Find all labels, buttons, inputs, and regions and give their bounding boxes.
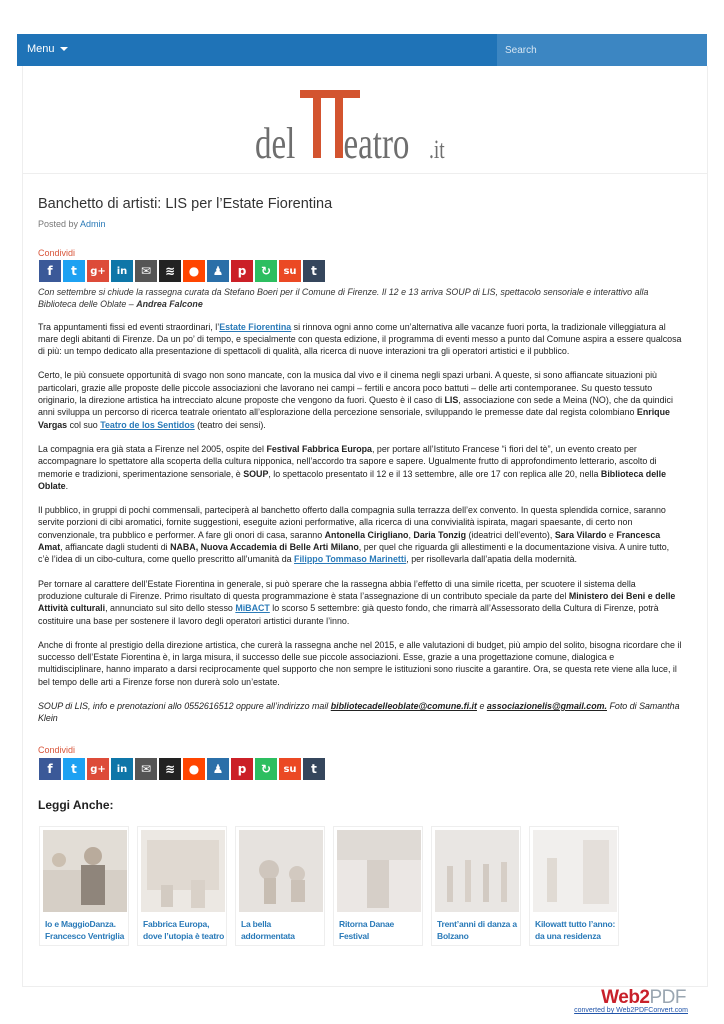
reddit-share-button[interactable]	[183, 260, 205, 282]
email-icon: ✉	[140, 264, 152, 278]
p2-name: Enrique Vargas	[38, 407, 670, 430]
p3-festival: Festival Fabbrica Europa	[266, 443, 372, 454]
paragraph-6: Anche di fronte al prestigio della direzione artistica, che curerà la rassegna anche nel 2015, e alle valutazioni di budget, più ampio del solito, bisogna ricordare che il successo dell’Estate Fiorentina è, in larga misura, il successo delle sue piccole associazioni. Esse, grazie a una progettazione comune, dialogica e multidisciplinare, hanno imparato a darsi reciprocamente quel supporto che non sempre le istituzioni sono riuscite a garantire. Ora, se questa rete viene alla luce, il bel tempo delle arti a Firenze forse non durerà solo un’estate.	[38, 639, 682, 687]
google-plus-share-button[interactable]	[87, 758, 109, 780]
pinterest-share-button[interactable]	[231, 260, 253, 282]
p4-text-a: Il pubblico, in gruppi di pochi commensali, parteciperà al banchetto offerto dalla compagnia sulla terrazza dell’ex convento. In questa splendida cornice, saranno servite porzioni di cibi aromatici, fornite suggestioni, eseguite azioni performative, alla ricerca di una convivialità ispirata, magari spaesante, di certo non convenzionale, tra pubblico e performer. A fare gli onori di casa, saranno	[38, 505, 666, 540]
facebook-icon: f	[47, 264, 53, 278]
estate-fiorentina-link[interactable]: Estate Fiorentina	[219, 321, 292, 332]
linkedin-icon: in	[116, 763, 128, 775]
paragraph-7	[38, 700, 682, 725]
stumbleupon-share-button[interactable]	[279, 260, 301, 282]
twitter-icon: t	[71, 264, 77, 278]
related-thumbnail	[435, 830, 519, 912]
share-label-bottom: Condividi	[38, 745, 76, 755]
related-title: Io e MaggioDanza. Francesco Ventriglia	[45, 919, 125, 941]
related-thumbnail	[337, 830, 421, 912]
evernote-share-button[interactable]	[255, 260, 277, 282]
pinterest-icon: p	[237, 762, 247, 776]
tumblr-icon: t	[311, 264, 317, 278]
email-share-button[interactable]	[135, 758, 157, 780]
related-thumbnail	[533, 830, 617, 912]
myspace-share-button[interactable]	[207, 758, 229, 780]
p4-sep-2: (ideatrici dell’evento),	[466, 529, 555, 540]
twitter-share-button[interactable]	[63, 260, 85, 282]
logo-text-it: .it	[429, 135, 445, 164]
share-buttons-top	[39, 260, 325, 282]
evernote-icon: ↻	[260, 762, 272, 776]
related-card[interactable]	[333, 826, 423, 946]
menu-label: Menu	[27, 43, 55, 55]
pinterest-share-button[interactable]	[231, 758, 253, 780]
posted-by-label: Posted by	[38, 219, 79, 229]
p4-sep-3: e	[606, 529, 617, 540]
logo-text-del: del	[255, 119, 296, 164]
web2pdf-logo	[601, 987, 686, 1009]
related-thumbnail	[141, 830, 225, 912]
paragraph-3	[38, 443, 682, 492]
tumblr-icon: t	[311, 762, 317, 776]
p3-biblioteca: Biblioteca delle Oblate	[38, 468, 667, 491]
related-title: Ritorna Danae Festival	[339, 919, 395, 941]
related-title: Trent’anni di danza a Bolzano	[437, 919, 517, 941]
p3-text-b: , per portare all’Istituto Francese “i fiori del tè”, un evento creato per accompagnare lo spettatore alla scoperta della cultura nipponica, nell’accordo tra sapore e sapere. Ugualmente frutto di approfondimento letterario, ascolto di memorie e tradizioni, sperimentazione sensoriale, è	[38, 443, 657, 479]
web2pdf-link[interactable]: converted by Web2PDFConvert.com	[574, 1007, 688, 1014]
paragraph-2	[38, 369, 682, 430]
related-heading: Leggi Anche:	[38, 798, 114, 812]
post-title: Banchetto di artisti: LIS per l’Estate Fiorentina	[38, 196, 333, 212]
reddit-share-button[interactable]	[183, 758, 205, 780]
share-buttons-bottom	[39, 758, 325, 780]
search-input[interactable]	[497, 34, 707, 66]
related-title: Fabbrica Europa, dove l’utopia è teatro	[143, 919, 225, 941]
logo-text-eatro: eatro	[343, 119, 410, 164]
p4-name-2: Daria Tonzig	[413, 529, 467, 540]
p4-sep-1: ,	[408, 529, 414, 540]
p7-text-a: SOUP di LIS, info e prenotazioni allo 0552616512 oppure all’indirizzo mail	[38, 701, 331, 712]
related-card[interactable]	[431, 826, 521, 946]
oblate-email-link[interactable]: bibliotecadelleoblate@comune.fi.it	[330, 701, 477, 712]
email-share-button[interactable]	[135, 260, 157, 282]
paragraph-1	[38, 321, 682, 358]
linkedin-share-button[interactable]	[111, 260, 133, 282]
p4-name-3: Sara Vilardo	[554, 529, 607, 540]
facebook-share-button[interactable]	[39, 758, 61, 780]
myspace-share-button[interactable]	[207, 260, 229, 282]
p7-text-b: e	[476, 701, 487, 712]
related-thumbnail	[239, 830, 323, 912]
related-thumbnail	[43, 830, 127, 912]
stumbleupon-icon: su	[283, 265, 297, 277]
p4-name-1: Antonella Cirigliano	[324, 529, 409, 540]
p3-text-a: La compagnia era già stata a Firenze nel 2005, ospite del	[38, 443, 267, 454]
related-card[interactable]	[39, 826, 129, 946]
p3-text-d: .	[65, 480, 69, 491]
twitter-icon: t	[71, 762, 77, 776]
google-plus-icon: g+	[90, 265, 106, 277]
caret-down-icon	[60, 47, 68, 51]
teatro-sentidos-link[interactable]: Teatro de los Sentidos	[100, 419, 195, 430]
email-icon: ✉	[140, 762, 152, 776]
p2-text-d: (teatro dei sensi).	[194, 419, 266, 430]
buffer-icon: ≋	[164, 264, 176, 278]
twitter-share-button[interactable]	[63, 758, 85, 780]
p5-text-b: , annunciato sul sito dello stesso	[105, 603, 236, 614]
facebook-share-button[interactable]	[39, 260, 61, 282]
google-plus-share-button[interactable]	[87, 260, 109, 282]
linkedin-icon: in	[116, 265, 128, 277]
p5-text-a: Per tornare al carattere dell’Estate Fiorentina in generale, si può sperare che la rassegna abbia l’effetto di una simile ricetta, per scuotere il sistema della produzione culturale di Firenze. Primo risultato di questa programmazione è stata l’assegnazione di un contributo speciale da parte del	[38, 578, 636, 601]
top-navbar	[17, 34, 707, 66]
logo-t-bar	[300, 90, 360, 98]
p1-text-a: Tra appuntamenti fissi ed eventi straordinari, l’	[38, 321, 220, 332]
author-link[interactable]: Admin	[80, 219, 106, 229]
stumbleupon-icon: su	[283, 763, 297, 775]
linkedin-share-button[interactable]	[111, 758, 133, 780]
p5-ministero: Ministero dei Beni e delle Attività culturali	[38, 590, 676, 614]
p4-text-c: , per quel che riguarda gli allestimenti e la documentazione visiva. A unire tutto, c’è l’idea di un cibo-cultura, come quello prescritto all’umanità da	[38, 542, 670, 565]
article-body	[38, 286, 682, 737]
p4-naba: NABA, Nuova Accademia di Belle Arti Milano	[170, 542, 359, 553]
p4-text-b: , affiancate dagli studenti di	[60, 542, 171, 553]
reddit-icon: ●	[188, 762, 200, 776]
tumblr-share-button[interactable]	[303, 758, 325, 780]
related-title: Kilowatt tutto l’anno: da una residenza	[535, 919, 616, 941]
buffer-share-button[interactable]	[159, 758, 181, 780]
paragraph-4	[38, 504, 682, 565]
mibact-link[interactable]: MiBACT	[235, 603, 270, 614]
related-card[interactable]	[137, 826, 227, 946]
buffer-share-button[interactable]	[159, 260, 181, 282]
pinterest-icon: p	[237, 264, 247, 278]
post-byline	[38, 219, 106, 229]
evernote-share-button[interactable]	[255, 758, 277, 780]
p3-soup: SOUP	[243, 468, 269, 479]
buffer-icon: ≋	[164, 762, 176, 776]
reddit-icon: ●	[188, 264, 200, 278]
lis-email-link[interactable]: associazionelis@gmail.com.	[486, 701, 607, 712]
share-label-top: Condividi	[38, 248, 76, 258]
p4-text-d: , per risollevarla dall’apatia della modernità.	[406, 554, 577, 565]
web2-text: Web2	[601, 987, 650, 1008]
header-divider	[22, 173, 708, 174]
intro-author: Andrea Falcone	[136, 299, 203, 310]
article-intro	[38, 286, 682, 311]
site-logo[interactable]	[255, 86, 455, 164]
related-card[interactable]	[235, 826, 325, 946]
myspace-icon: ♟	[212, 264, 224, 278]
related-card[interactable]	[529, 826, 619, 946]
marinetti-link[interactable]: Filippo Tommaso Marinetti	[294, 554, 407, 565]
facebook-icon: f	[47, 762, 53, 776]
pdf-text: PDF	[649, 987, 686, 1008]
related-cards	[39, 826, 619, 946]
p2-lis: LIS	[444, 395, 459, 406]
web2pdf-badge[interactable]	[574, 987, 698, 1017]
p3-text-c: , lo spettacolo presentato il 12 e il 13 settembre, alle ore 17 con replica alle 20, nella	[268, 468, 601, 479]
p4-name-4: Francesca Amat	[38, 529, 661, 553]
logo-t-stem-right	[335, 90, 343, 158]
paragraph-5	[38, 578, 682, 627]
menu-button[interactable]	[27, 43, 68, 55]
p2-text-a: Certo, le più consuete opportunità di svago non sono mancate, con la musica dal vivo e il cinema negli spazi urbani. A queste, si sono affiancate situazioni più particolari, grazie alle proposte delle piccole associazioni che lavorano nei campi – fertili e ancora poco battuti – delle arti contemporanee. Su questo tessuto originario, la direzione artistica ha intrecciato alcune proposte che vengono da fuori. Questo è il caso di	[38, 370, 657, 406]
p1-text-b: si rinnova ogni anno come un’alternativa alle vacanze fuori porta, la tradizionale villeggiatura al mare degli abitanti di Firenze. Da un po’ di tempo, e specialmente con questa edizione, il programma di eventi messo a punto dal Comune aspira a essere qualcosa di più: un tempo dedicato alla presentazione di spettacoli di qualità, alla ricerca di nuove interazioni tra gli operatori artistici e il pubblico.	[38, 321, 682, 357]
logo-t-stem-left	[313, 90, 321, 158]
tumblr-share-button[interactable]	[303, 260, 325, 282]
p7-text-c: Foto di Samantha Klein	[38, 701, 680, 724]
myspace-icon: ♟	[212, 762, 224, 776]
p5-text-c: lo scorso 5 settembre: già questo fondo, che rimarrà all’Assessorato della Cultura di Firenze, potrà costituire una base per sostenere il lavoro degli operatori artistici durante l’inno.	[38, 603, 659, 626]
evernote-icon: ↻	[260, 264, 272, 278]
intro-text: Con settembre si chiude la rassegna curata da Stefano Boeri per il Comune di Firenze. Il 12 e 13 arriva SOUP di LIS, spettacolo sensoriale e interattivo alla Biblioteca delle Oblate –	[38, 287, 649, 310]
p2-text-b: , associazione con sede a Meina (NO), che da quindici anni sviluppa un percorso di ricerca teatrale orientato all’esplorazione della percezione sensoriale, sviluppando le premesse date dal regista colombiano	[38, 395, 673, 418]
related-title: La bella addormentata	[241, 919, 295, 941]
stumbleupon-share-button[interactable]	[279, 758, 301, 780]
google-plus-icon: g+	[90, 763, 106, 775]
p2-text-c: col suo	[67, 419, 101, 430]
